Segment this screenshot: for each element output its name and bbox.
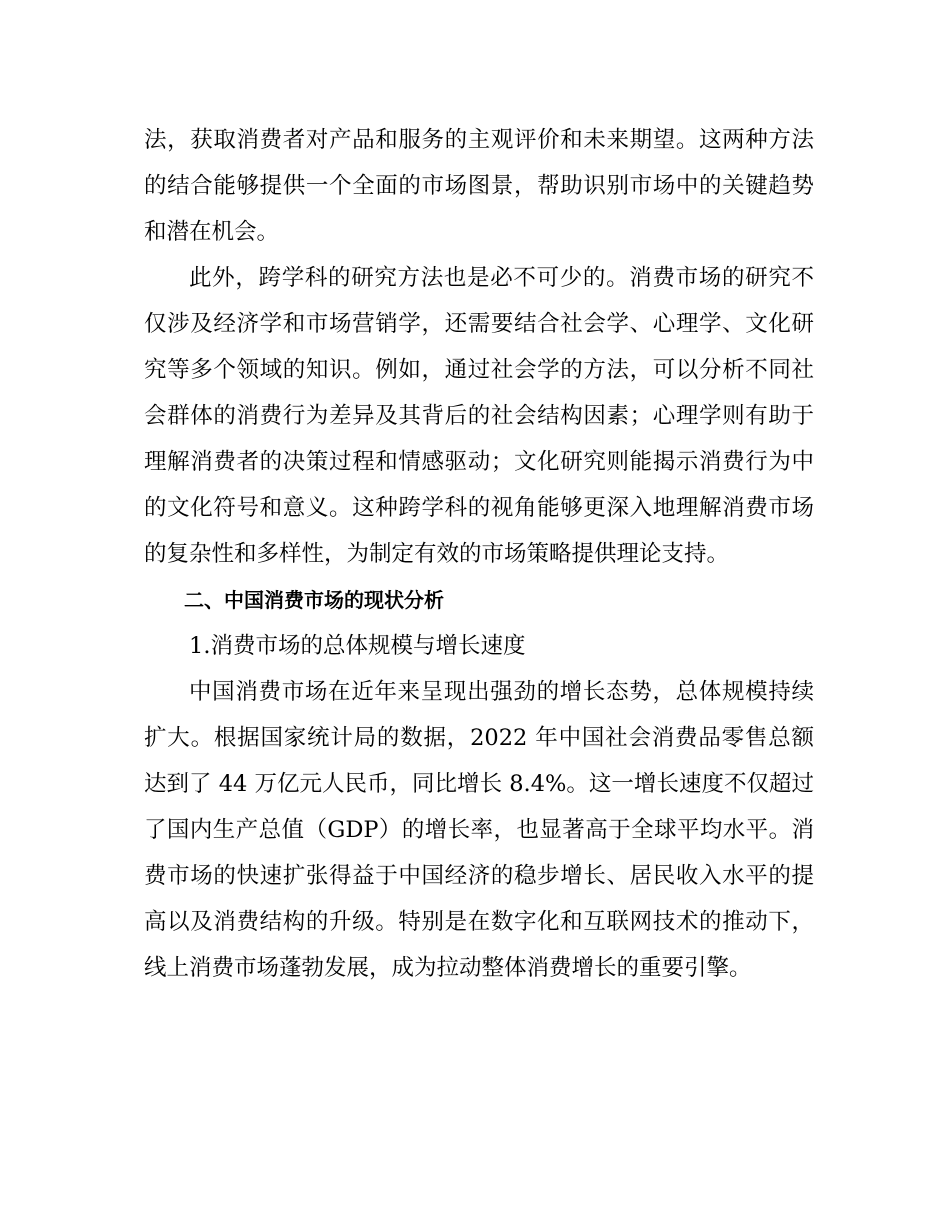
section-heading: 二、中国消费市场的现状分析: [184, 588, 444, 612]
paragraph-continued: 法，获取消费者对产品和服务的主观评价和未来期望。这两种方法的结合能够提供一个全面的市场图景，帮助识别市场中的关键趋势和潜在机会。: [144, 127, 814, 245]
document-body: [144, 117, 814, 991]
paragraph-interdisciplinary: 此外，跨学科的研究方法也是必不可少的。消费市场的研究不仅涉及经济学和市场营销学，还需要结合社会学、心理学、文化研究等多个领域的知识。例如，通过社会学的方法，可以分析不同社会群体的消费行为差异及其背后的社会结构因素；心理学则有助于理解消费者的决策过程和情感驱动；文化研究则能揭示消费行为中的文化符号和意义。这种跨学科的视角能够更深入地理解消费市场的复杂性和多样性，为制定有效的市场策略提供理论支持。: [144, 265, 814, 567]
paragraph-market-scale: 中国消费市场在近年来呈现出强劲的增长态势，总体规模持续扩大。根据国家统计局的数据，2022 年中国社会消费品零售总额达到了 44 万亿元人民币，同比增长 8.4%。这一增长速度不仅超过了国内生产总值（GDP）的增长率，也显著高于全球平均水平。消费市场的快速扩张得益于中国经济的稳步增长、居民收入水平的提高以及消费结构的升级。特别是在数字化和互联网技术的推动下，线上消费市场蓬勃发展，成为拉动整体消费增长的重要引擎。: [144, 679, 814, 981]
subsection-heading: 1.消费市场的总体规模与增长速度: [189, 633, 526, 659]
